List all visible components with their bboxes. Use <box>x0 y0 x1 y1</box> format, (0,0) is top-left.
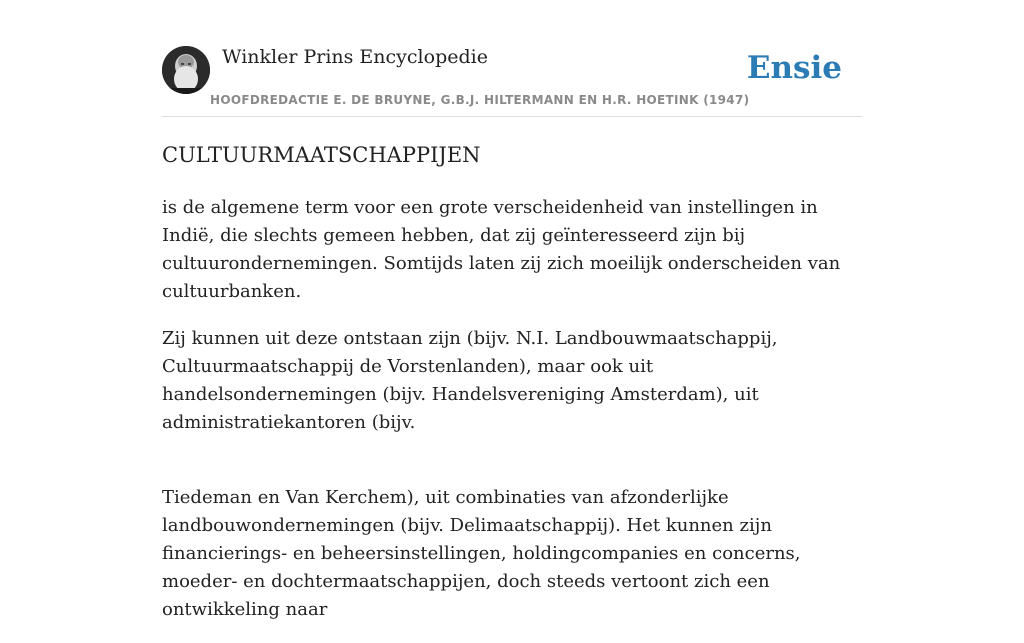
article-paragraph: Zij kunnen uit deze ontstaan zijn (bijv. N.I. Landbouwmaatschappij, Cultuurmaatschappij de Vorstenlanden), maar ook uit handelsondernemingen (bijv. Handelsvereniging Amsterdam), uit administratiekantoren (bijv. <box>162 328 778 433</box>
article-paragraph: Tiedeman en Van Kerchem), uit combinaties van afzonderlijke landbouwondernemingen (bijv. Delimaatschappij). Het kunnen zijn financierings- en beheersinstellingen, holdingcompanies en concerns, moeder- en dochtermaatschappijen, doch steeds vertoont zich een ontwikkeling naar <box>162 487 801 620</box>
page-title: CULTUURMAATSCHAPPIJEN <box>162 143 481 167</box>
portrait-icon <box>162 46 210 94</box>
article-content <box>162 140 862 643</box>
paragraph-gap <box>162 456 862 484</box>
article-paragraph: is de algemene term voor een grote verscheidenheid van instellingen in Indië, die slechts gemeen hebben, dat zij geïnteresseerd zijn bij cultuurondernemingen. Somtijds laten zij zich moeilijk onderscheiden van cultuurbanken. <box>162 197 841 302</box>
ensie-logo[interactable]: Ensie <box>746 50 842 86</box>
author-portrait-avatar <box>162 46 210 94</box>
editors-subtitle: HOOFDREDACTIE E. DE BRUYNE, G.B.J. HILTERMANN EN H.R. HOETINK (1947) <box>210 93 750 107</box>
site-header <box>162 40 862 117</box>
site-title[interactable]: Winkler Prins Encyclopedie <box>222 46 488 68</box>
